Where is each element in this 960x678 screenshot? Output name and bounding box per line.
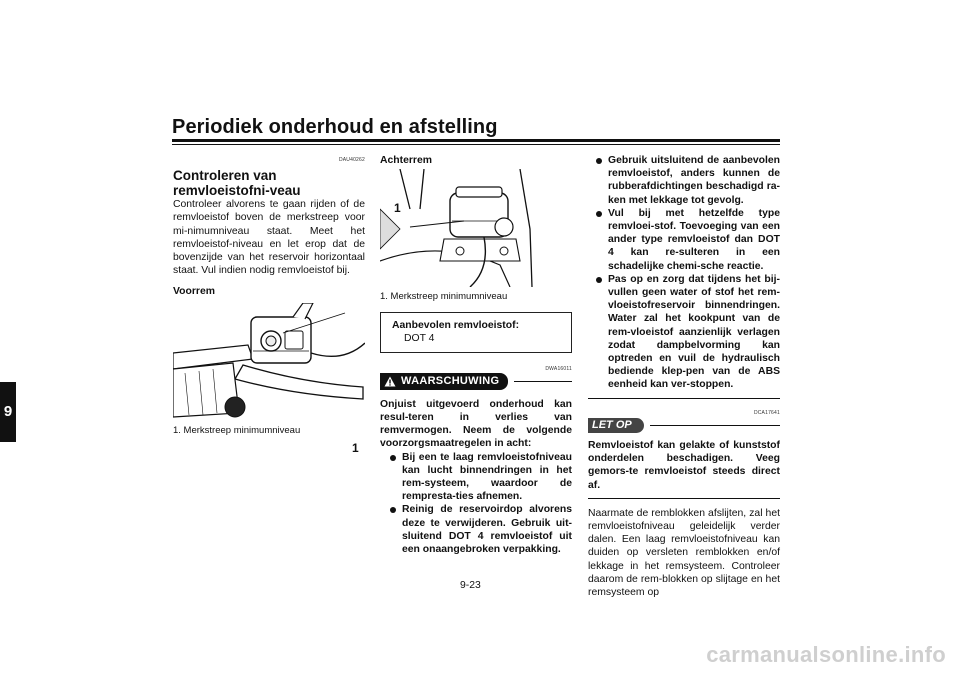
figure-caption: 1. Merkstreep minimumniveau [380, 291, 508, 303]
figure-caption: 1. Merkstreep minimumniveau [173, 424, 301, 436]
warning-badge [380, 373, 508, 390]
warning-item: Pas op en zorg dat tijdens het bij-vullen geen water of stof het rem-vloeistofreservoir binnendringen. Water zal het kookpunt van de rem-vloeistof aanzienlijk verlagen zodat dampbelvorming kan optreden en vuil de hydraulisch bediende klep-pen van de ABS eenheid kan ver-stoppen. [588, 273, 780, 392]
closing-paragraph: Naarmate de remblokken afslijten, zal het remvloeistofniveau geleidelijk verder dalen. Een laag remvloeistofniveau kan duiden op versleten remblokken en/of lekkage in het remsysteem. Controleer daarom de rem-blokken op slijtage en het remsysteem op [588, 507, 780, 599]
chapter-tab: 9 [0, 382, 16, 442]
warning-list-continued [588, 154, 780, 392]
header-rule [172, 139, 780, 142]
notice-code: DCA17641 [753, 409, 780, 416]
watermark: carmanualsonline.info [706, 642, 946, 667]
recommended-fluid-label: Aanbevolen remvloeistof: [392, 320, 520, 332]
header-rule-thin [172, 144, 780, 145]
notice-text: Remvloeistof kan gelakte of kunststof onderdelen beschadigen. Veeg gemors-te remvloeistof steeds direct af. [588, 440, 780, 491]
warning-rule [514, 381, 572, 382]
warning-end-rule [588, 398, 780, 399]
warning-list [380, 451, 572, 557]
warning-intro: Onjuist uitgevoerd onderhoud kan resul-teren in verlies van remvermogen. Neem de volgende voorzorgsmaatregelen in acht: [380, 398, 572, 450]
figure-marker: 1 [352, 441, 359, 455]
recommended-fluid-value: DOT 4 [404, 333, 435, 345]
warning-item: Bij een te laag remvloeistofniveau kan lucht binnendringen in het rem-systeem, waardoor de rempresta-ties afnemen. [380, 451, 572, 504]
warning-header [380, 373, 572, 390]
notice-rule [650, 425, 780, 426]
front-brake-photo [173, 303, 365, 421]
front-brake-label: Voorrem [173, 286, 215, 298]
warning-item: Gebruik uitsluitend de aanbevolen remvloeistof, anders kunnen de rubberafdichtingen beschadigd ra-ken met lekkage tot gevolg. [588, 154, 780, 207]
warning-item: Reinig de reservoirdop alvorens deze te verwijderen. Gebruik uit-sluitend DOT 4 remvloeistof uit een onaangebroken verpakking. [380, 503, 572, 556]
warning-code: DWA16011 [545, 366, 572, 373]
notice-end-rule [588, 498, 780, 499]
warning-triangle-icon [384, 376, 396, 387]
page-title: Periodiek onderhoud en afstelling [172, 116, 498, 138]
column-left [173, 154, 365, 455]
column-middle [380, 154, 572, 556]
rear-brake-photo [380, 169, 572, 287]
warning-item: Vul bij met hetzelfde type remvloei-stof. Toevoeging van een ander type remvloeistof dan DOT 4 kan re-sulteren in een schadelijke chemi-sche reactie. [588, 207, 780, 273]
notice-header [588, 418, 780, 433]
section-code: DAU40262 [338, 157, 365, 163]
figure-marker: 1 [394, 201, 401, 215]
column-right [588, 154, 780, 599]
page-number: 9-23 [460, 580, 481, 591]
rear-brake-label: Achterrem [380, 155, 432, 166]
recommended-fluid-box [380, 312, 572, 353]
warning-label: WAARSCHUWING [401, 374, 500, 387]
notice-label: LET OP [588, 418, 644, 433]
section-heading: Controleren van remvloeistofni-veau [173, 168, 301, 198]
intro-paragraph: Controleer alvorens te gaan rijden of de remvloeistof boven de merkstreep voor mi-nimumniveau staat. Meet het remvloeistof-niveau en let erop dat de bovenzijde van het reservoir horizontaal staat. Vul indien nodig remvloeistof bij. [173, 199, 365, 277]
